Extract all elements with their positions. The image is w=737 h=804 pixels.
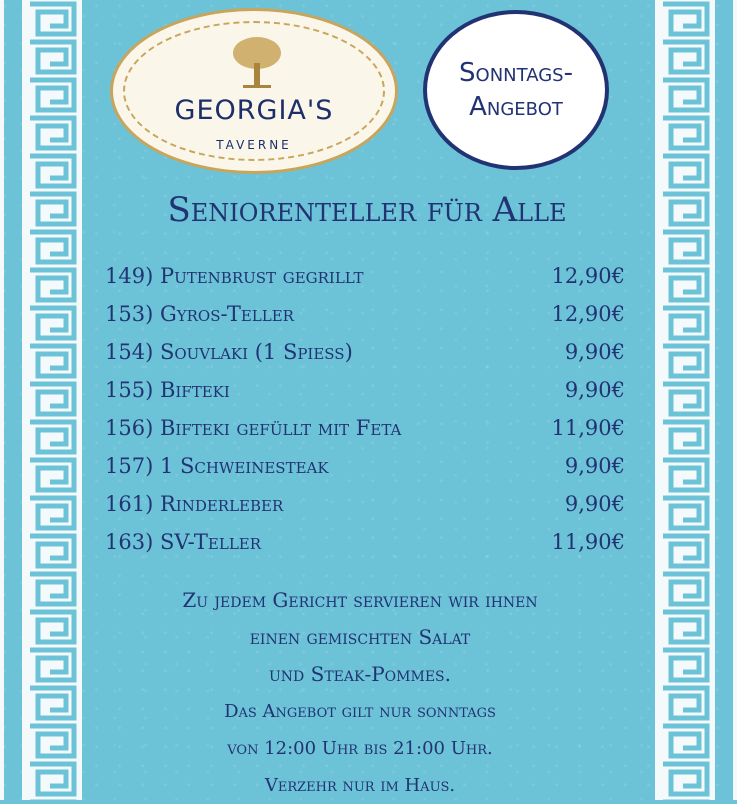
logo-subtitle: TAVERNE — [216, 138, 292, 152]
menu-item-price: 11,90€ — [551, 530, 625, 554]
menu-item-name: 163) SV-Teller — [105, 530, 262, 554]
menu-item-price: 12,90€ — [551, 264, 625, 288]
menu-item-price: 9,90€ — [564, 378, 625, 402]
badge-line-2: Angebot — [469, 92, 563, 122]
logo-name: GEORGIA'S — [174, 95, 334, 126]
menu-item-price: 9,90€ — [564, 492, 625, 516]
right-edge-line — [733, 0, 737, 800]
sunday-offer-badge — [423, 10, 609, 170]
note-line: von 12:00 Uhr bis 21:00 Uhr. — [227, 738, 493, 759]
menu-item — [105, 490, 625, 528]
page-title: Seniorenteller für Alle — [167, 190, 567, 230]
menu-item-name: 155) Bifteki — [105, 378, 230, 402]
menu-item — [105, 338, 625, 376]
georgias-logo — [110, 8, 398, 174]
menu-item — [105, 528, 625, 566]
olive-tree-icon — [231, 33, 283, 91]
menu-item — [105, 452, 625, 490]
menu-item-name: 156) Bifteki gefüllt mit Feta — [105, 416, 402, 440]
note-line: Zu jedem Gericht servieren wir ihnen — [182, 588, 538, 612]
note-line: Verzehr nur im Haus. — [264, 775, 456, 796]
left-edge-line — [0, 0, 4, 800]
menu-item — [105, 414, 625, 452]
note-line: und Steak-Pommes. — [269, 662, 451, 686]
menu-item-name: 157) 1 Schweinesteak — [105, 454, 329, 478]
menu-item-name: 154) Souvlaki (1 Spieß) — [105, 340, 353, 364]
menu-item — [105, 262, 625, 300]
menu-item-price: 11,90€ — [551, 416, 625, 440]
menu-item — [105, 300, 625, 338]
right-greek-key-border — [655, 0, 715, 800]
greek-key-pattern-left — [22, 0, 82, 800]
greek-key-pattern-right — [655, 0, 715, 800]
menu-item-price: 9,90€ — [564, 454, 625, 478]
offer-notes — [100, 582, 620, 804]
menu-item-name: 161) Rinderleber — [105, 492, 284, 516]
menu-item — [105, 376, 625, 414]
menu-item-name: 149) Putenbrust gegrillt — [105, 264, 364, 288]
menu-list — [105, 262, 625, 566]
badge-line-1: Sonntags- — [459, 58, 573, 88]
menu-item-price: 12,90€ — [551, 302, 625, 326]
note-line: einen gemischten Salat — [249, 625, 471, 649]
left-greek-key-border — [22, 0, 82, 800]
menu-item-name: 153) Gyros-Teller — [105, 302, 294, 326]
menu-item-price: 9,90€ — [564, 340, 625, 364]
note-line: Das Angebot gilt nur sonntags — [224, 701, 496, 722]
